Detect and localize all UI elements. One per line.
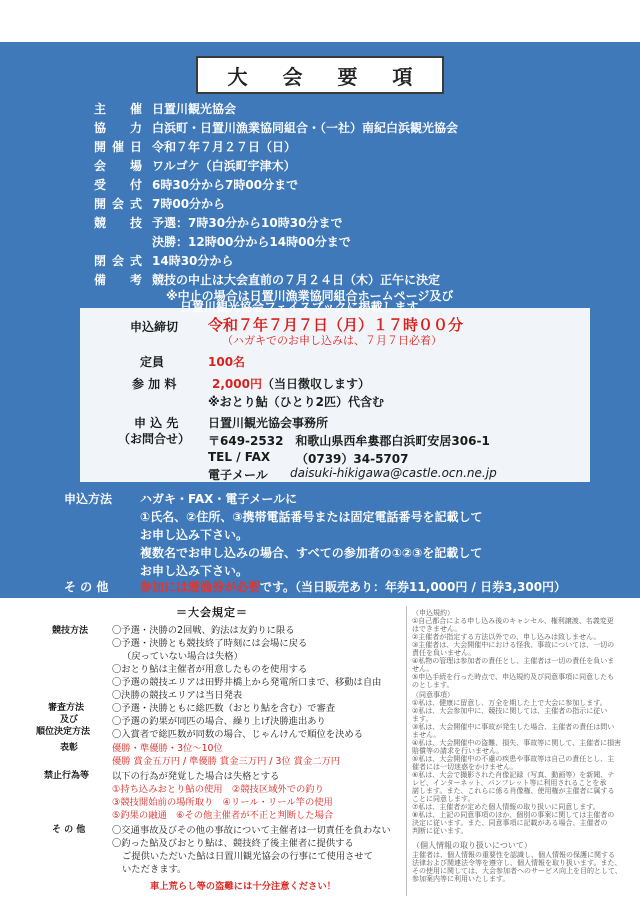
overview-value: 決勝：12時00分から14時00分まで	[152, 235, 351, 249]
email-value: daisuki-hikigawa@castle.ocn.ne.jp	[290, 466, 497, 480]
award-label: 表彰	[60, 743, 79, 753]
note-small: ことに同意します。	[412, 795, 475, 803]
rule-line: いただきます。	[122, 864, 187, 875]
method-line: お申し込み下さい。	[140, 564, 249, 578]
note-small: ます。	[412, 715, 433, 723]
overview-label: 競 技	[94, 216, 149, 230]
tel-label: TEL / FAX	[208, 450, 271, 464]
note-small: （申込規約）	[412, 609, 454, 617]
method-label: 申込方法	[64, 492, 113, 506]
overview-value: 令和７年７月２７日（日）	[152, 140, 297, 154]
rule-line: 以下の行為が発覚した場合は失格とする	[112, 771, 280, 782]
overview-value: 競技の中止は大会直前の７月２４日（木）正午に決定	[152, 273, 441, 287]
note-small: ②主催者が指定する方法以外での、申し込みは致しません。	[412, 633, 601, 641]
judging-label: 及び	[60, 715, 79, 725]
note-small: ④私は、大会開催中の盗難、損失、事故等に関して、主催者に損害	[412, 739, 622, 747]
rule-line: 〇予選・決勝ともに総匹数（おとり鮎を含む）で審査	[112, 703, 336, 714]
fee-note: （当日徴収します）	[261, 377, 370, 391]
note-small: ⑧私は、上記の同意事項のほか、個別の事案に関しては主催者の	[412, 811, 615, 819]
note-small: ⑤申込手続を行った時点で、申込規約及び同意事項に同意したも	[412, 673, 615, 681]
overview-label: 備 考	[94, 273, 149, 287]
deadline-value: 令和７年７月７日（月）１７時００分	[208, 316, 464, 334]
judging-label: 順位決定方法	[36, 727, 91, 737]
other-red: 参加には遊漁券が必要	[140, 580, 261, 594]
note-small: はできません。	[412, 625, 462, 633]
rule-line: ご提供いただいた鮎は日置川観光協会の行事にて使用させて	[122, 851, 374, 862]
note-small: ⑤私は、大会開催中の不慮の疾患や事故等は自己の責任とし、主	[412, 755, 615, 763]
note-small: （個人情報の取り扱いについて）	[412, 841, 532, 850]
note-small: ません。	[412, 731, 441, 739]
note-small: 諾します。また、これらに係る肖像権、使用権が主催者に属する	[412, 787, 615, 795]
overview-row	[94, 138, 296, 155]
note-small: 主催者は、個人情報の重要性を認識し、個人情報の保護に関する	[412, 851, 615, 859]
column-divider	[406, 606, 407, 896]
email-label: 電子メール	[208, 468, 268, 482]
note-small: （同意事項）	[412, 691, 454, 699]
other-line	[140, 578, 566, 595]
note-small: ③主催者は、大会開催中における怪我、事故については、一切の	[412, 641, 615, 649]
note-small: 決定に従います。また、同意事項に記載がある場合、主催者の	[412, 819, 608, 827]
theft-warning: 車上荒らし等の盗難には十分注意ください！	[150, 881, 336, 892]
overview-label: 開会式	[94, 197, 149, 211]
rule-line: （戻っていない場合は失格）	[122, 651, 243, 662]
award-line: 優勝・準優勝・3位～10位	[112, 743, 223, 754]
overview-label: 主 催	[94, 102, 149, 116]
contact-label: 申 込 先	[134, 416, 179, 430]
overview-row	[94, 271, 440, 288]
overview-row	[94, 157, 296, 174]
rules-title: ＝大会規定＝	[176, 606, 248, 619]
rule-line: 〇予選・決勝とも競技終了時刻には会場に戻る	[112, 638, 308, 649]
note-small: レビ、インターネット、パンフレット等に利用されることを承	[412, 779, 607, 787]
page-title: 大 会 要 項	[227, 64, 427, 89]
rule-line: 〇予選の釣果が同匹の場合、繰り上げ決勝進出あり	[112, 716, 326, 727]
method-line: 複数名でお申し込みの場合、すべての参加者の①②③を記載して	[140, 546, 483, 560]
method-line: お申し込み下さい。	[140, 528, 249, 542]
note-small: ①自己都合による申し込み後のキャンセル、権利譲渡、名義変更	[412, 617, 614, 625]
overview-row	[94, 119, 458, 136]
rule-line: ③競技開始前の場所取り ④リール・リール竿の使用	[112, 797, 333, 808]
rule-line: 〇予選の競技エリアは田野井橋上から発電所口まで、移動は自由	[112, 677, 382, 688]
method-line: ①氏名、②住所、③携帯電話番号または固定電話番号を記載して	[140, 510, 483, 524]
overview-value: ワルゴケ（白浜町宇津木）	[152, 159, 296, 173]
competition-label: 競技方法	[52, 626, 89, 636]
rules-other-label: そ の 他	[52, 825, 86, 835]
tel-value: （0739）34-5707	[296, 452, 409, 466]
overview-label: 開催日	[94, 140, 149, 154]
overview-label	[94, 233, 152, 250]
overview-label: 協 力	[94, 121, 149, 135]
capacity-value: 100名	[208, 355, 246, 369]
fee-value: 2,000円	[212, 377, 262, 391]
rule-line: 〇決勝の競技エリアは当日発表	[112, 690, 243, 701]
rule-line: 〇入賞者で総匹数が同数の場合、じゃんけんで順位を決める	[112, 729, 364, 740]
judging-label: 審査方法	[48, 703, 85, 713]
note-small: その使用に関しては、大会参加者へのサービス向上を目的として、	[412, 867, 622, 875]
fee-line	[212, 375, 370, 392]
note-small: 法律および関連法令等を遵守し、個人情報を取り扱います。また、	[412, 859, 622, 867]
rule-line: 〇予選・決勝の2回戦、釣法は友釣りに限る	[112, 625, 295, 636]
fee-note2: ※おとり鮎（ひとり2匹）代含む	[208, 395, 385, 409]
note-small: ④私物の管理は参加者の責任とし、主催者は一切の責任を負いま	[412, 657, 615, 665]
note-small: 賠償等の請求を行いません。	[412, 747, 504, 755]
overview-value: 日置川観光協会	[152, 102, 237, 116]
overview-row	[94, 195, 225, 212]
note-line: ※中止の場合は日置川漁業協同組合ホームページ及び	[166, 289, 454, 303]
overview-value: 白浜町・日置川漁業協同組合・（一社）南紀白浜観光協会	[152, 121, 459, 135]
contact-org: 日置川観光協会事務所	[208, 416, 329, 430]
rule-line: ①持ち込みおとり鮎の使用 ②競技区域外での釣り	[112, 784, 324, 795]
note-small: ③私は、大会開催中に事故が発生した場合、主催者の責任は問い	[412, 723, 615, 731]
note-small: ⑥私は、大会で撮影された肖像記録（写真、動画等）を新聞、テ	[412, 771, 615, 779]
overview-value: 7時00分から	[152, 197, 226, 211]
deadline-note: （ハガキでのお申し込みは、７月７日必着）	[222, 334, 442, 347]
other-label: そ の 他	[64, 580, 109, 594]
note-small: 責任を負いません。	[412, 649, 476, 657]
rule-line: ⑤釣果の融通 ⑥その他主催者が不正と判断した場合	[112, 810, 334, 821]
award-line: 優勝 賞金五万円 / 準優勝 賞金三万円 / 3位 賞金二万円	[112, 756, 341, 767]
prohibited-label: 禁止行為等	[44, 771, 90, 781]
note-line: 日置川観光協会フェイスブックに掲載します。	[180, 300, 430, 314]
note-small: 判断に従います。	[412, 827, 468, 835]
overview-row	[94, 233, 351, 250]
note-small: ②私は、大会参加中に、競技に関しては、主催者の指示に従い	[412, 707, 608, 715]
contact-address: 〒649-2532 和歌山県西牟婁郡白浜町安居306-1	[208, 434, 490, 448]
other-text: です。（当日販売あり：年券11,000円 / 日券3,300円）	[260, 580, 567, 594]
rule-line: 〇釣った鮎及びおとり鮎は、競技終了後主催者に提供する	[112, 838, 354, 849]
overview-label: 受 付	[94, 178, 149, 192]
note-small: のとします。	[412, 681, 454, 689]
rule-line: 〇交通事故及びその他の事故について主催者は一切責任を負わない	[112, 825, 391, 836]
overview-row	[94, 176, 298, 193]
overview-value: 予選：7時30分から10時30分まで	[152, 216, 343, 230]
deadline-label: 申込締切	[130, 320, 179, 334]
overview-row	[94, 252, 233, 269]
overview-value: 6時30分から7時00分まで	[152, 178, 299, 192]
overview-value: 14時30分から	[152, 254, 234, 268]
page-title-box	[196, 56, 444, 94]
overview-row	[94, 214, 342, 231]
note-small: 催者には一切迷惑をかけません。	[412, 763, 518, 771]
overview-row	[94, 100, 236, 117]
note-small: ⑦私は、主催者が定めた個人情報の取り扱いに同意します。	[412, 803, 600, 811]
overview-label: 閉会式	[94, 254, 149, 268]
contact-label2: （お問合せ）	[118, 432, 191, 446]
overview-label: 会 場	[94, 159, 149, 173]
capacity-label: 定員	[140, 355, 165, 369]
note-small: ①私は、健康に留意し、万全を期した上で大会に参加します。	[412, 699, 607, 707]
note-small: せん。	[412, 665, 434, 673]
rule-line: 〇おとり鮎は主催者が用意したものを使用する	[112, 664, 308, 675]
note-small: 参加案内等に利用いたします。	[412, 875, 510, 883]
method-line: ハガキ・FAX・電子メールに	[140, 492, 298, 506]
fee-label: 参 加 料	[132, 377, 177, 391]
